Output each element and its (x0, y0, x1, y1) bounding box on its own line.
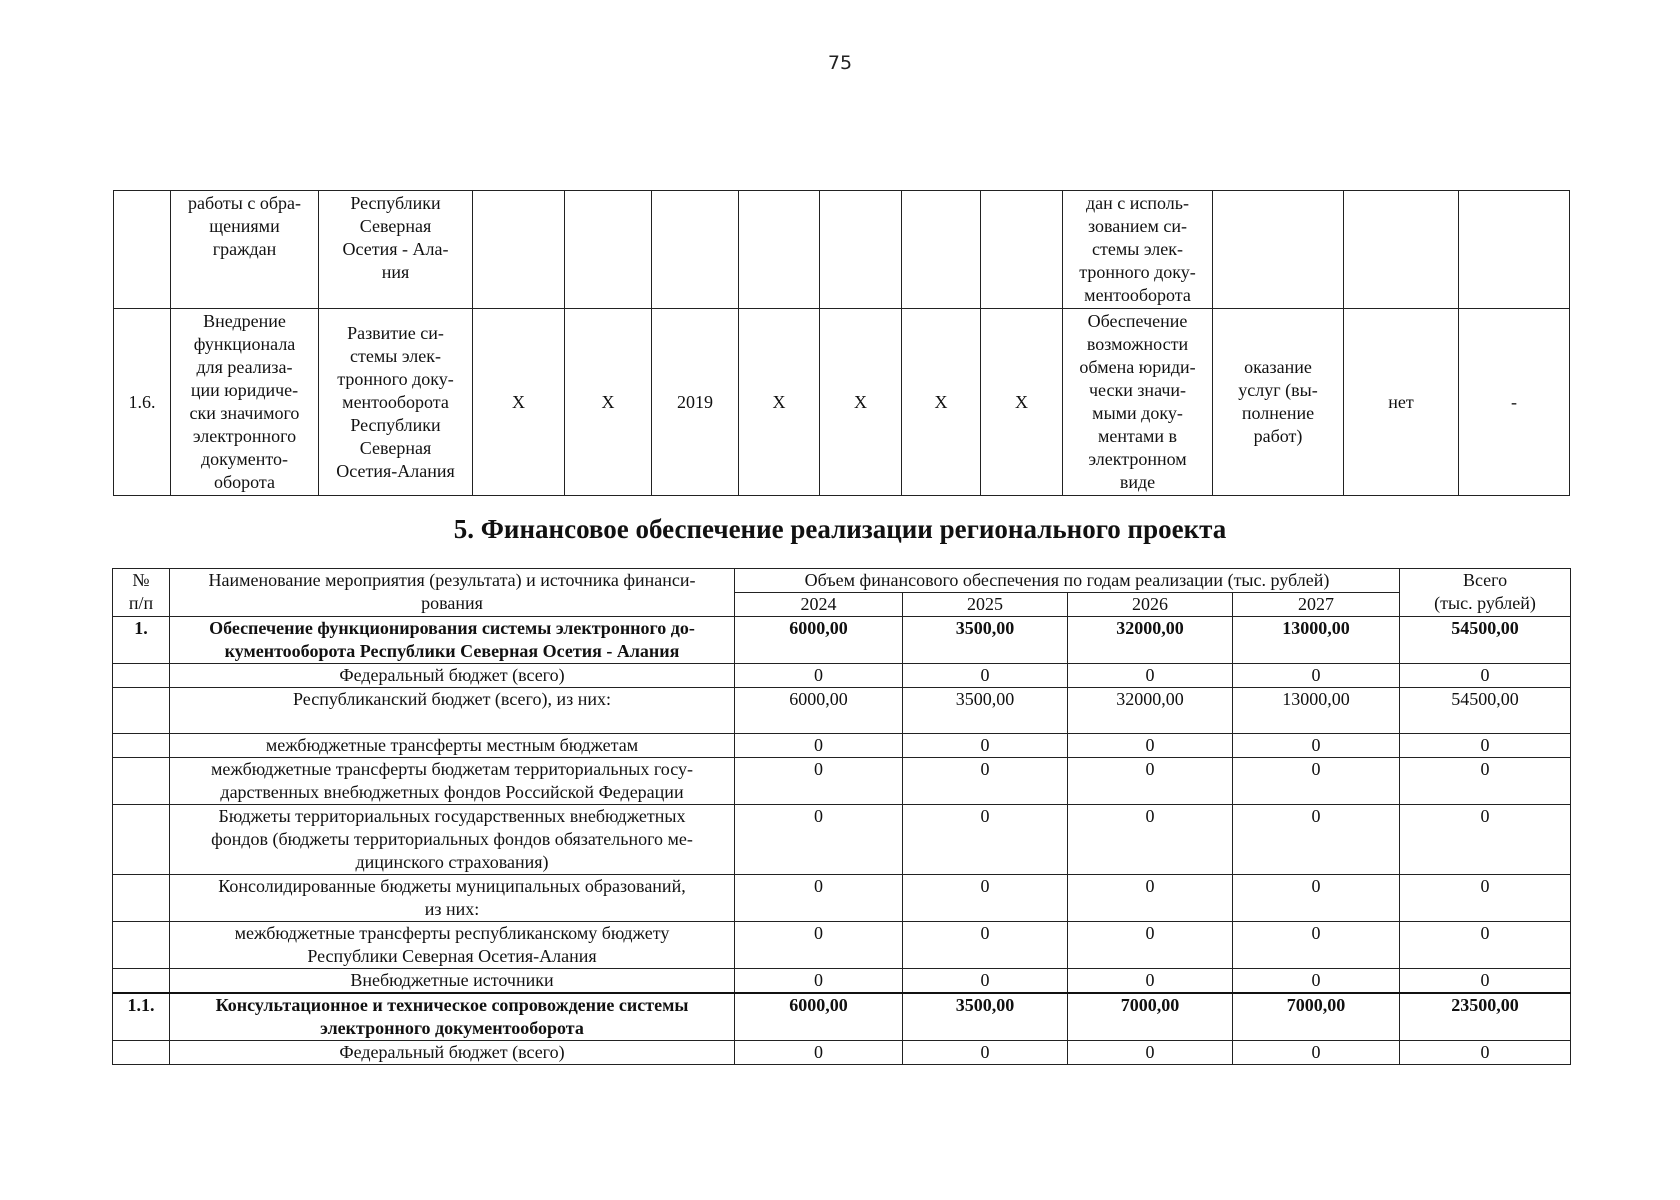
header-row (113, 569, 1571, 593)
cell (981, 191, 1063, 309)
year-value-cell: 0 (1233, 758, 1400, 805)
financial-table (112, 568, 1571, 1065)
row-1-6 (114, 309, 1570, 496)
cell: X (902, 309, 981, 496)
year-value-cell: 0 (1068, 664, 1233, 688)
table-row (113, 734, 1571, 758)
table-row (113, 688, 1571, 734)
total-value-cell: 0 (1400, 969, 1571, 994)
result-name-cell: работы с обра- щениями граждан (171, 191, 319, 309)
row-name: межбюджетные трансферты республиканскому бюджету Республики Северная Осетия-Алания (170, 922, 735, 969)
year-value-cell: 32000,00 (1068, 688, 1233, 734)
row-name: Внебюджетные источники (170, 969, 735, 994)
total-value-cell: 0 (1400, 1041, 1571, 1065)
year-value-cell: 0 (903, 734, 1068, 758)
header-name: Наименование мероприятия (результата) и источника финанси- рования (170, 569, 735, 617)
table-row (113, 758, 1571, 805)
cell (473, 191, 565, 309)
year-value-cell: 6000,00 (735, 688, 903, 734)
year-value-cell: 0 (735, 875, 903, 922)
cell (1344, 191, 1459, 309)
year-value-cell: 3500,00 (903, 993, 1068, 1041)
cell (1213, 191, 1344, 309)
row-name: Бюджеты территориальных государственных внебюджетных фондов (бюджеты территориальных фондов обязательного ме- дицинского страхования) (170, 805, 735, 875)
section-title: 5. Финансовое обеспечение реализации регионального проекта (453, 514, 1227, 544)
financial-table-body (113, 617, 1571, 1065)
cell (1459, 191, 1570, 309)
header-year: 2025 (903, 593, 1068, 617)
row-number (113, 875, 170, 922)
header-year: 2027 (1233, 593, 1400, 617)
year-value-cell: 7000,00 (1233, 993, 1400, 1041)
year-value-cell: 6000,00 (735, 993, 903, 1041)
year-value-cell: 0 (903, 875, 1068, 922)
page-number: 75 (827, 52, 853, 74)
cell: X (739, 309, 820, 496)
year-value-cell: 0 (1233, 1041, 1400, 1065)
year-value-cell: 0 (1233, 875, 1400, 922)
header-total: Всего (тыс. рублей) (1400, 569, 1571, 617)
year-value-cell: 13000,00 (1233, 688, 1400, 734)
year-value-cell: 0 (735, 1041, 903, 1065)
cell (652, 191, 739, 309)
total-value-cell: 0 (1400, 758, 1571, 805)
row-number (113, 688, 170, 734)
total-value-cell: 0 (1400, 875, 1571, 922)
year-cell: 2019 (652, 309, 739, 496)
characteristic-cell: Обеспечение возможности обмена юриди- чески значи- мыми доку- ментами в электронном виде (1063, 309, 1213, 496)
year-value-cell: 0 (1068, 969, 1233, 994)
year-value-cell: 7000,00 (1068, 993, 1233, 1041)
row-name: Федеральный бюджет (всего) (170, 664, 735, 688)
cell (820, 191, 902, 309)
row-name: Республиканский бюджет (всего), из них: (170, 688, 735, 734)
year-value-cell: 0 (1068, 805, 1233, 875)
year-value-cell: 0 (1233, 922, 1400, 969)
row-number (113, 758, 170, 805)
total-value-cell: 54500,00 (1400, 688, 1571, 734)
header-num: № п/п (113, 569, 170, 617)
row-number (113, 969, 170, 994)
year-value-cell: 6000,00 (735, 617, 903, 664)
total-value-cell: 0 (1400, 664, 1571, 688)
total-value-cell: 0 (1400, 922, 1571, 969)
header-volume: Объем финансового обеспечения по годам реализации (тыс. рублей) (735, 569, 1400, 593)
total-value-cell: 0 (1400, 805, 1571, 875)
row-name: межбюджетные трансферты местным бюджетам (170, 734, 735, 758)
table-row (113, 1041, 1571, 1065)
year-value-cell: 0 (735, 969, 903, 994)
year-value-cell: 0 (903, 805, 1068, 875)
row-number (113, 922, 170, 969)
year-value-cell: 0 (1233, 969, 1400, 994)
table-row (113, 875, 1571, 922)
table-row (113, 805, 1571, 875)
year-value-cell: 13000,00 (1233, 617, 1400, 664)
year-value-cell: 0 (1233, 734, 1400, 758)
row-number (113, 1041, 170, 1065)
cell: - (1459, 309, 1570, 496)
row-number (113, 805, 170, 875)
year-value-cell: 0 (1068, 875, 1233, 922)
table-row (113, 993, 1571, 1041)
row-name: Консультационное и техническое сопровождение системы электронного документооборота (170, 993, 735, 1041)
year-value-cell: 0 (903, 758, 1068, 805)
cell: X (820, 309, 902, 496)
results-table-continuation (113, 190, 1570, 496)
header-year: 2024 (735, 593, 903, 617)
year-value-cell: 0 (903, 922, 1068, 969)
year-value-cell: 0 (903, 664, 1068, 688)
cell: X (473, 309, 565, 496)
year-value-cell: 0 (735, 805, 903, 875)
year-value-cell: 0 (1068, 1041, 1233, 1065)
year-value-cell: 32000,00 (1068, 617, 1233, 664)
table-row (113, 922, 1571, 969)
row-name: межбюджетные трансферты бюджетам территориальных госу- дарственных внебюджетных фондов Российской Федерации (170, 758, 735, 805)
table-row (113, 617, 1571, 664)
goal-cell: Республики Северная Осетия - Ала- ния (319, 191, 473, 309)
characteristic-cell: дан с исполь- зованием си- стемы элек- тронного доку- ментооборота (1063, 191, 1213, 309)
year-value-cell: 0 (1233, 805, 1400, 875)
cell: нет (1344, 309, 1459, 496)
header-year: 2026 (1068, 593, 1233, 617)
year-value-cell: 0 (735, 758, 903, 805)
year-value-cell: 0 (735, 922, 903, 969)
goal-cell: Развитие си- стемы элек- тронного доку- ментооборота Республики Северная Осетия-Алания (319, 309, 473, 496)
year-value-cell: 0 (1068, 758, 1233, 805)
row-number: 1.1. (113, 993, 170, 1041)
total-value-cell: 0 (1400, 734, 1571, 758)
table-row (113, 664, 1571, 688)
year-value-cell: 3500,00 (903, 617, 1068, 664)
row-number: 1.6. (114, 309, 171, 496)
year-value-cell: 0 (1233, 664, 1400, 688)
year-value-cell: 0 (1068, 922, 1233, 969)
year-value-cell: 0 (903, 1041, 1068, 1065)
total-value-cell: 23500,00 (1400, 993, 1571, 1041)
row-name: Федеральный бюджет (всего) (170, 1041, 735, 1065)
cell (739, 191, 820, 309)
year-value-cell: 0 (735, 664, 903, 688)
year-value-cell: 0 (735, 734, 903, 758)
row-name: Обеспечение функционирования системы электронного до- кументооборота Республики Северная Осетия - Алания (170, 617, 735, 664)
total-value-cell: 54500,00 (1400, 617, 1571, 664)
cell (114, 191, 171, 309)
cell: X (565, 309, 652, 496)
year-value-cell: 0 (1068, 734, 1233, 758)
cell: X (981, 309, 1063, 496)
year-value-cell: 0 (903, 969, 1068, 994)
row-number: 1. (113, 617, 170, 664)
result-name-cell: Внедрение функционала для реализа- ции юридиче- ски значимого электронного документо- оборота (171, 309, 319, 496)
row-number (113, 664, 170, 688)
year-value-cell: 3500,00 (903, 688, 1068, 734)
type-cell: оказание услуг (вы- полнение работ) (1213, 309, 1344, 496)
row-name: Консолидированные бюджеты муниципальных образований, из них: (170, 875, 735, 922)
cell (902, 191, 981, 309)
cell (565, 191, 652, 309)
table-row (113, 969, 1571, 994)
continuation-row (114, 191, 1570, 309)
row-number (113, 734, 170, 758)
